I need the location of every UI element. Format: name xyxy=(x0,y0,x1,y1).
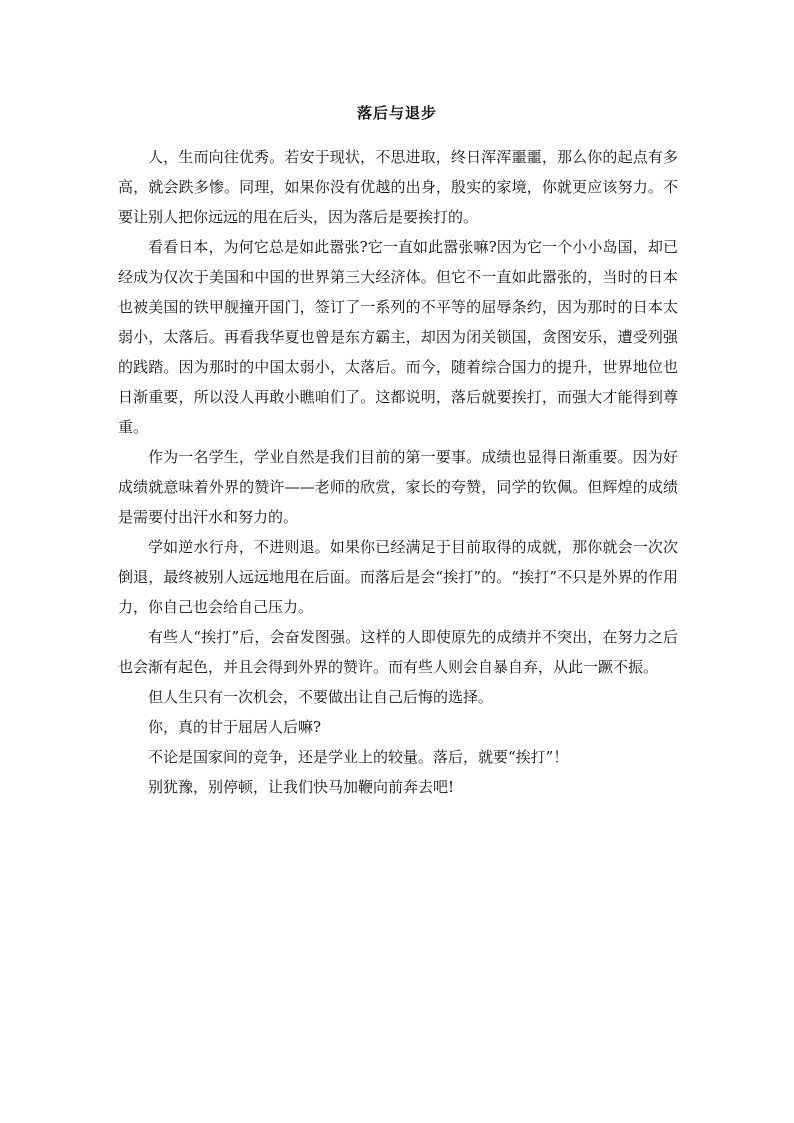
paragraph-1: 人，生而向往优秀。若安于现状，不思进取，终日浑浑噩噩，那么你的起点有多高，就会跌多惨。同理，如果你没有优越的出身，殷实的家境，你就更应该努力。不要让别人把你远远的甩在后头，因为落后是要挨打的。 xyxy=(118,148,678,226)
paragraph-4: 学如逆水行舟，不进则退。如果你已经满足于目前取得的成就，那你就会一次次倒退，最终被别人远远地甩在后面。而落后是会“挨打”的。“挨打”不只是外界的作用力，你自己也会给自己压力。 xyxy=(118,538,678,616)
paragraph-5: 有些人“挨打”后，会奋发图强。这样的人即使原先的成绩并不突出，在努力之后也会渐有起色，并且会得到外界的赞许。而有些人则会自暴自弃，从此一蹶不振。 xyxy=(118,628,678,676)
document-title: 落后与退步 xyxy=(356,104,437,122)
document-body xyxy=(118,142,678,802)
paragraph-6: 但人生只有一次机会，不要做出让自己后悔的选择。 xyxy=(148,688,494,706)
paragraph-9: 别犹豫，别停顿，让我们快马加鞭向前奔去吧! xyxy=(148,778,455,796)
paragraph-8: 不论是国家间的竞争，还是学业上的较量。落后，就要“挨打”！ xyxy=(148,748,569,766)
paragraph-3: 作为一名学生，学业自然是我们目前的第一要事。成绩也显得日渐重要。因为好成绩就意味着外界的赞许——老师的欣赏，家长的夸赞，同学的钦佩。但辉煌的成绩是需要付出汗水和努力的。 xyxy=(118,448,678,526)
paragraph-7: 你，真的甘于屈居人后嘛? xyxy=(148,718,322,736)
paragraph-2: 看看日本，为何它总是如此嚣张?它一直如此嚣张嘛?因为它一个小小岛国，却已经成为仅次于美国和中国的世界第三大经济体。但它不一直如此嚣张的，当时的日本也被美国的铁甲舰撞开国门，签订了一系列的不平等的屈辱条约，因为那时的日本太弱小，太落后。再看我华夏也曾是东方霸主，却因为闭关锁国，贪图安乐，遭受列强的践踏。因为那时的中国太弱小，太落后。而今，随着综合国力的提升，世界地位也日渐重要，所以没人再敢小瞧咱们了。这都说明，落后就要挨打，而强大才能得到尊重。 xyxy=(118,238,678,436)
